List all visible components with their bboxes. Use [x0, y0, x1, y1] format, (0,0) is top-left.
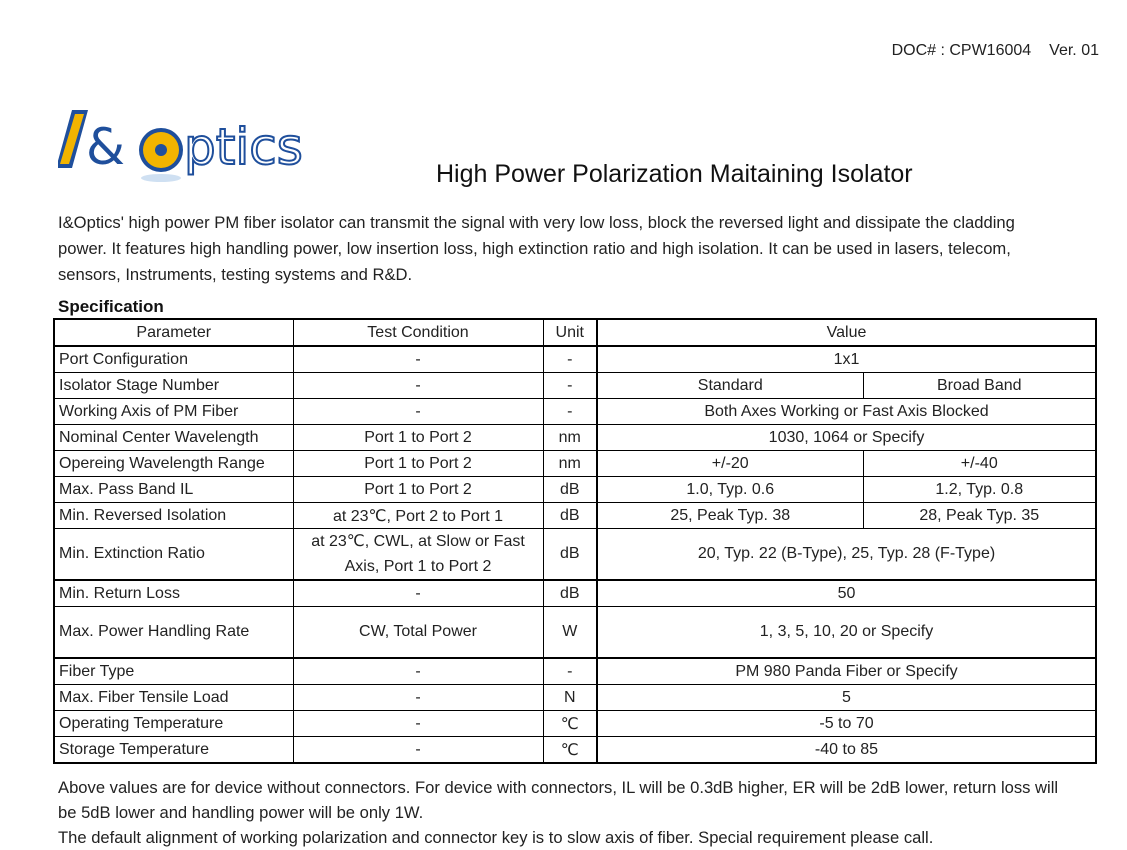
svg-text:ptics: ptics: [184, 118, 303, 176]
page-title: High Power Polarization Maitaining Isolator: [436, 160, 913, 188]
row-condition: -: [293, 658, 543, 685]
document-reference: [892, 42, 1099, 60]
row-value-standard: 1.0, Typ. 0.6: [597, 477, 863, 503]
row-unit: N: [543, 685, 597, 711]
table-row: [54, 451, 1096, 477]
row-unit: ℃: [543, 711, 597, 737]
footnote: Above values are for device without connectors. For device with connectors, IL will be 0.3dB higher, ER will be 2dB lower, return loss will be 5dB lower and handling power will be only 1W.: [58, 778, 1059, 822]
row-unit: -: [543, 399, 597, 425]
row-condition: -: [293, 373, 543, 399]
table-row: [54, 425, 1096, 451]
row-condition-line: at 23℃, CWL, at Slow or Fast: [311, 533, 525, 550]
table-row: [54, 399, 1096, 425]
table-header-row: [54, 319, 1096, 346]
row-unit: nm: [543, 425, 597, 451]
spec-table: [53, 318, 1097, 764]
table-row: [54, 607, 1096, 659]
row-value: 50: [597, 580, 1096, 607]
row-condition: Port 1 to Port 2: [293, 477, 543, 503]
row-value-broadband: +/-40: [863, 451, 1096, 477]
row-parameter: Opereing Wavelength Range: [54, 451, 293, 477]
table-row: [54, 373, 1096, 399]
row-condition: -: [293, 346, 543, 373]
row-unit: ℃: [543, 737, 597, 764]
row-parameter: Isolator Stage Number: [54, 373, 293, 399]
row-condition: CW, Total Power: [293, 607, 543, 659]
row-parameter: Nominal Center Wavelength: [54, 425, 293, 451]
row-unit: -: [543, 658, 597, 685]
row-parameter: Max. Pass Band IL: [54, 477, 293, 503]
footnote: The default alignment of working polarization and connector key is to slow axis of fiber. Special requirement please call.: [58, 828, 934, 847]
row-value-standard: +/-20: [597, 451, 863, 477]
logo-mark: [58, 106, 318, 196]
footnotes: [58, 775, 1078, 850]
row-condition: Port 1 to Port 2: [293, 451, 543, 477]
row-parameter: Max. Fiber Tensile Load: [54, 685, 293, 711]
row-value: Both Axes Working or Fast Axis Blocked: [597, 399, 1096, 425]
row-condition: -: [293, 737, 543, 764]
col-header-unit: Unit: [543, 319, 597, 346]
company-logo: [58, 106, 318, 196]
row-parameter: Working Axis of PM Fiber: [54, 399, 293, 425]
col-header-condition: Test Condition: [293, 319, 543, 346]
table-row: [54, 711, 1096, 737]
row-value: PM 980 Panda Fiber or Specify: [597, 658, 1096, 685]
doc-number: DOC# : CPW16004: [891, 42, 1032, 59]
row-value: 1030, 1064 or Specify: [597, 425, 1096, 451]
row-parameter: Min. Reversed Isolation: [54, 503, 293, 529]
row-condition: -: [293, 685, 543, 711]
row-condition: -: [293, 399, 543, 425]
row-unit: dB: [543, 529, 597, 581]
row-condition-line: Axis, Port 1 to Port 2: [344, 558, 492, 575]
row-condition: [293, 529, 543, 581]
table-row: [54, 477, 1096, 503]
row-unit: dB: [543, 477, 597, 503]
row-unit: -: [543, 373, 597, 399]
row-parameter: Operating Temperature: [54, 711, 293, 737]
row-parameter: Storage Temperature: [54, 737, 293, 764]
row-value: -5 to 70: [597, 711, 1096, 737]
intro-paragraph: I&Optics' high power PM fiber isolator can transmit the signal with very low loss, block the reversed light and dissipate the cladding power. It features high handling power, low insertion loss, high extinction ratio and high isolation. It can be used in lasers, telecom, sensors, Instruments, testing systems and R&D.: [58, 213, 1015, 284]
row-parameter: Min. Return Loss: [54, 580, 293, 607]
row-value: 1, 3, 5, 10, 20 or Specify: [597, 607, 1096, 659]
row-unit: -: [543, 346, 597, 373]
row-condition: -: [293, 711, 543, 737]
row-value-standard: Standard: [597, 373, 863, 399]
table-row: [54, 580, 1096, 607]
row-parameter: Fiber Type: [54, 658, 293, 685]
row-value-broadband: 28, Peak Typ. 35: [863, 503, 1096, 529]
row-value-broadband: Broad Band: [863, 373, 1096, 399]
row-parameter: Min. Extinction Ratio: [54, 529, 293, 581]
row-value-broadband: 1.2, Typ. 0.8: [863, 477, 1096, 503]
col-header-parameter: Parameter: [54, 319, 293, 346]
row-value: 1x1: [597, 346, 1096, 373]
table-row: [54, 529, 1096, 581]
row-unit: nm: [543, 451, 597, 477]
table-row: [54, 658, 1096, 685]
row-condition: Port 1 to Port 2: [293, 425, 543, 451]
row-value: -40 to 85: [597, 737, 1096, 764]
row-condition: -: [293, 580, 543, 607]
row-value: 5: [597, 685, 1096, 711]
col-header-value: Value: [597, 319, 1096, 346]
table-row: [54, 346, 1096, 373]
row-value-standard: 25, Peak Typ. 38: [597, 503, 863, 529]
svg-text:&: &: [86, 118, 125, 176]
row-unit: W: [543, 607, 597, 659]
table-row: [54, 685, 1096, 711]
table-row: [54, 737, 1096, 764]
row-condition: at 23℃, Port 2 to Port 1: [293, 503, 543, 529]
row-value: 20, Typ. 22 (B-Type), 25, Typ. 28 (F-Type): [597, 529, 1096, 581]
row-unit: dB: [543, 503, 597, 529]
row-parameter: Port Configuration: [54, 346, 293, 373]
row-unit: dB: [543, 580, 597, 607]
row-parameter: Max. Power Handling Rate: [54, 607, 293, 659]
doc-version: Ver. 01: [1049, 42, 1099, 59]
table-row: [54, 503, 1096, 529]
spec-heading: Specification: [58, 297, 164, 316]
